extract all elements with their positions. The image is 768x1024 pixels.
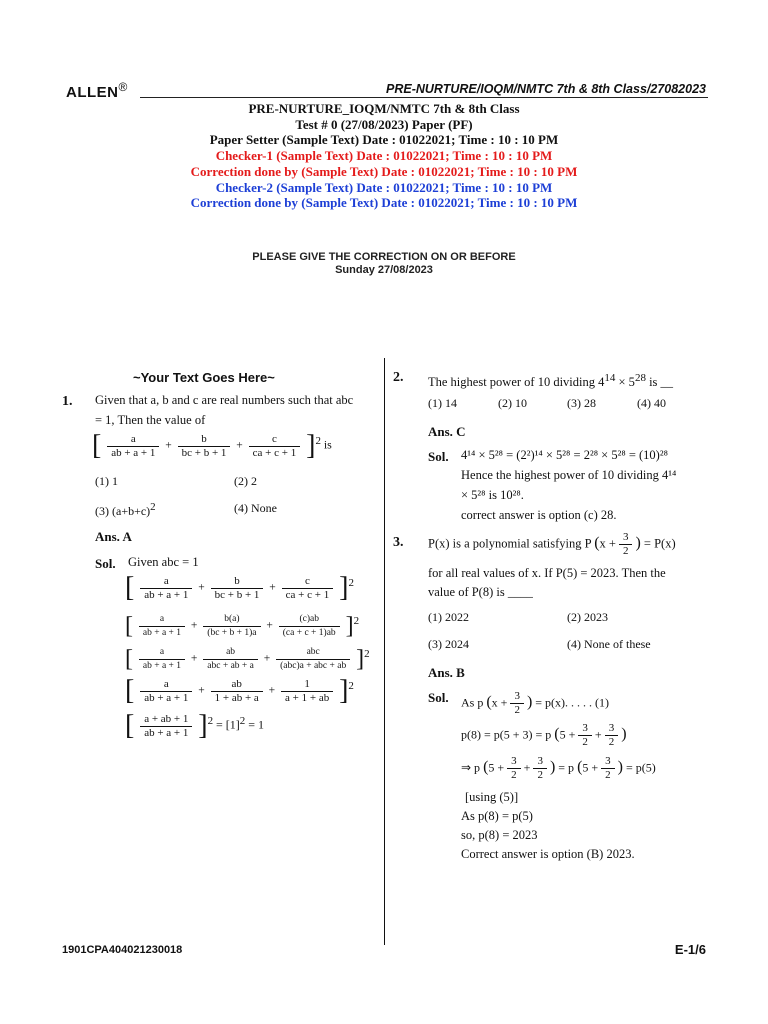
q1-solution-step-4: [ $\frac{a}{ab + a + 1}$ + $\frac{ab}{1 + ab + a}$ + $\frac{1}{a + 1 + ab}$ ]$^2$ (125, 675, 354, 706)
q1-solution-label: Sol. (95, 556, 116, 571)
notice-line-1: PLEASE GIVE THE CORRECTION ON OR BEFORE (252, 251, 516, 263)
question-3-text-line-1: P(x) is a polynomial satisfying P (x + $\frac{3}{2}$ ) = P(x) (428, 531, 676, 557)
q3-solution-step-6: so, p(8) = 2023 (461, 828, 538, 842)
q1-answer: Ans. A (95, 529, 132, 544)
q2-answer: Ans. C (428, 424, 466, 439)
q2-solution-line-1: 4¹⁴ × 5²⁸ = (2²)¹⁴ × 5²⁸ = 2²⁸ × 5²⁸ = (10)²⁸ (461, 448, 668, 462)
q3-option-4: (4) None of these (567, 637, 651, 651)
page-number: E-1/6 (674, 942, 706, 957)
q2-option-3: (3) 28 (567, 396, 596, 410)
document-code: 1901CPA404021230018 (62, 944, 183, 956)
q3-solution-step-2: p(8) = p(5 + 3) = p (5 + $\frac{3}{2}$ + $\frac{3}{2}$ ) (461, 722, 627, 748)
q3-solution-step-3: ⇒ p (5 + $\frac{3}{2}$ + $\frac{3}{2}$ ) = p (5 + $\frac{3}{2}$ ) = p(5) (461, 755, 656, 781)
title-line-1: PRE-NURTURE_IOQM/NMTC 7th & 8th Class (248, 101, 520, 116)
q3-option-2: (2) 2023 (567, 610, 608, 624)
q3-option-1: (1) 2022 (428, 610, 469, 624)
title-line-3: Paper Setter (Sample Text) Date : 01022021; Time : 10 : 10 PM (209, 132, 559, 148)
q1-option-4: (4) None (234, 501, 277, 515)
question-1-text-line-1: Given that a, b and c are real numbers such that abc (95, 393, 354, 407)
question-1-text-line-2: = 1, Then the value of (95, 413, 206, 427)
q2-solution-line-3: × 5²⁸ is 10²⁸. (461, 488, 524, 502)
q3-solution-step-5: As p(8) = p(5) (461, 809, 533, 823)
q2-solution-line-2: Hence the highest power of 10 dividing 4¹⁴ (461, 468, 677, 482)
q1-solution-step-1: [ $\frac{a}{ab + a + 1}$ + $\frac{b}{bc + b + 1}$ + $\frac{c}{ca + c + 1}$ ]$^2$ (125, 572, 354, 603)
q2-solution-line-4: correct answer is option (c) 28. (461, 508, 617, 522)
q2-solution-label: Sol. (428, 449, 449, 464)
correction2-line: Correction done by (Sample Text) Date : 01022021; Time : 10 : 10 PM (190, 195, 578, 211)
question-2-number: 2. (393, 370, 404, 385)
header-divider (140, 97, 708, 98)
question-3-text-line-2: for all real values of x. If P(5) = 2023. Then the (428, 566, 666, 580)
q3-solution-step-4: [using (5)] (465, 790, 519, 804)
q1-option-1: (1) 1 (95, 474, 118, 488)
q1-solution-step-3: [ $\frac{a}{ab + a + 1}$ + $\frac{ab}{\text{abc + ab + a}}$ + $\frac{\text{abc}}{\text{(abc)a + abc + ab}}$ ]$^2$ (125, 646, 370, 672)
placeholder-heading: ~Your Text Goes Here~ (133, 370, 275, 385)
question-3-text-line-3: value of P(8) is ____ (428, 585, 533, 599)
question-3-number: 3. (393, 535, 404, 550)
q2-option-2: (2) 10 (498, 396, 527, 410)
question-2-text: The highest power of 10 dividing $4^{14} \times 5^{28}$ is __ (428, 372, 674, 390)
q1-option-2: (2) 2 (234, 474, 257, 488)
checker1-line: Checker-1 (Sample Text) Date : 01022021; Time : 10 : 10 PM (215, 148, 553, 164)
q3-answer: Ans. B (428, 665, 465, 680)
notice-date: Sunday 27/08/2023 (335, 264, 433, 276)
brand-logo: ALLEN® (66, 80, 128, 101)
q1-solution-step-5: [ $\frac{a + ab + 1}{ab + a + 1}$ ]$^2 = [1]^2 = 1$ (125, 710, 264, 741)
q1-option-3: (3) $(a+b+c)^2$ (95, 501, 156, 518)
q2-option-4: (4) 40 (637, 396, 666, 410)
header-title: PRE-NURTURE/IOQM/NMTC 7th & 8th Class/27082023 (386, 82, 706, 96)
q3-solution-step-1: As p (x + $\frac{3}{2}$ ) = p(x). . . . . (1) (461, 690, 610, 716)
q3-solution-step-7: Correct answer is option (B) 2023. (461, 847, 635, 861)
column-divider (384, 358, 385, 945)
q3-solution-label: Sol. (428, 690, 449, 705)
q2-option-1: (1) 14 (428, 396, 457, 410)
question-1-number: 1. (62, 394, 73, 409)
q3-option-3: (3) 2024 (428, 637, 469, 651)
q1-solution-given: Given abc = 1 (128, 555, 199, 569)
q1-solution-step-2: [ $\frac{a}{ab + a + 1}$ + $\frac{b(a)}{(bc + b + 1)a}$ + $\frac{(c)ab}{(ca + c + 1)ab}$ ]$^2$ (125, 613, 360, 639)
question-1-expression: [ $\frac{a}{ab + a + 1}$ + $\frac{b}{bc + b + 1}$ + $\frac{c}{ca + c + 1}$ ]$^2$ is (92, 430, 332, 461)
title-line-2: Test # 0 (27/08/2023) Paper (PF) (295, 116, 473, 132)
title-block (0, 101, 768, 211)
correction1-line: Correction done by (Sample Text) Date : 01022021; Time : 10 : 10 PM (190, 163, 578, 179)
correction-notice (0, 251, 768, 277)
checker2-line: Checker-2 (Sample Text) Date : 01022021; Time : 10 : 10 PM (215, 179, 553, 195)
